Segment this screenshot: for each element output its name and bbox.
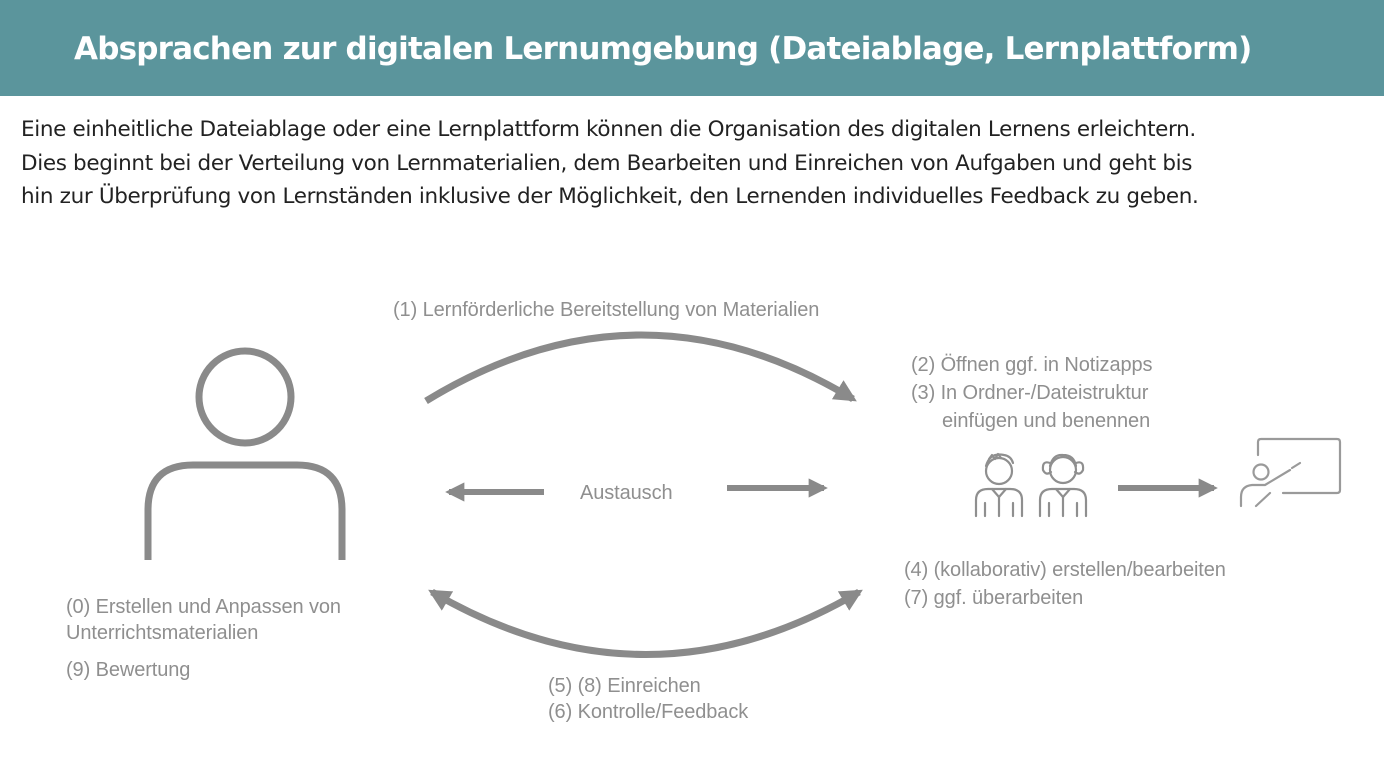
step-0-label-line-2: Unterrichtsmaterialien	[66, 622, 259, 644]
intro-line-3: hin zur Überprüfung von Lernständen inklusive der Möglichkeit, den Lernenden individuelles Feedback zu geben.	[21, 184, 1199, 209]
step-2-label: (2) Öffnen ggf. in Notizapps	[911, 354, 1153, 376]
person-icon	[148, 351, 342, 560]
intro-line-1: Eine einheitliche Dateiablage oder eine Lernplattform können die Organisation des digitalen Lernens erleichtern.	[21, 117, 1196, 142]
step-6-label: (6) Kontrolle/Feedback	[548, 701, 749, 723]
distribution-arrow	[426, 335, 853, 401]
exchange-label: Austausch	[580, 482, 673, 504]
step-9-label: (9) Bewertung	[66, 659, 191, 681]
step-3-label-line-1: (3) In Ordner-/Dateistruktur	[911, 382, 1149, 404]
step-5-8-label: (5) (8) Einreichen	[548, 675, 701, 697]
step-3-label-line-2: einfügen und benennen	[942, 410, 1151, 432]
step-0-label-line-1: (0) Erstellen und Anpassen von	[66, 596, 341, 618]
page-title: Absprachen zur digitalen Lernumgebung (Dateiablage, Lernplattform)	[74, 31, 1252, 67]
step-1-label: (1) Lernförderliche Bereitstellung von Materialien	[393, 299, 820, 321]
presentation-board-icon	[1241, 439, 1340, 506]
students-icon	[976, 454, 1086, 516]
step-4-label: (4) (kollaborativ) erstellen/bearbeiten	[904, 559, 1226, 581]
intro-line-2: Dies beginnt bei der Verteilung von Lernmaterialien, dem Bearbeiten und Einreichen von Aufgaben und geht bis	[21, 150, 1193, 176]
submission-feedback-arrow	[432, 592, 859, 655]
step-7-label: (7) ggf. überarbeiten	[904, 587, 1084, 609]
